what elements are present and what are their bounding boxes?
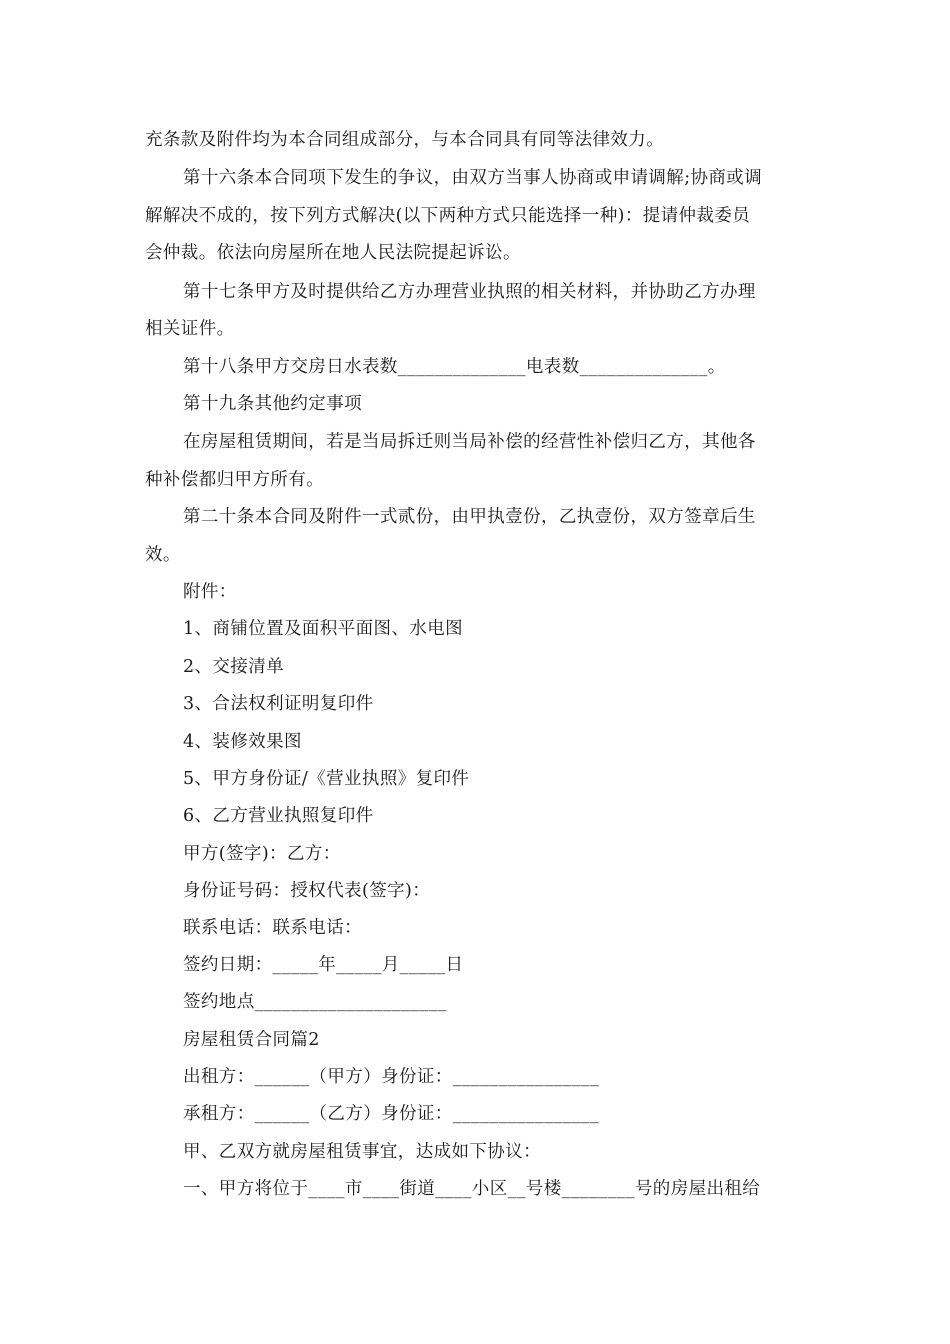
article-16-line-3: 会仲裁。依法向房屋所在地人民法院提起诉讼。 [145, 243, 521, 263]
attachments-heading: 附件： [183, 582, 237, 602]
article-19-line-1: 在房屋租赁期间，若是当局拆迁则当局补偿的经营性补偿归乙方，其他各 [183, 432, 756, 452]
sign-place-line: 签约地点_____________________ [183, 992, 447, 1012]
agreement-intro: 甲、乙双方就房屋租赁事宜，达成如下协议： [183, 1142, 541, 1162]
phone-line: 联系电话：联系电话： [183, 918, 362, 938]
section-title: 房屋租赁合同篇2 [183, 1030, 320, 1050]
article-16-line-2: 解解决不成的，按下列方式解决(以下两种方式只能选择一种)：提请仲裁委员 [145, 206, 751, 226]
article-17-line-2: 相关证件。 [145, 319, 235, 339]
article-17-line-1: 第十七条甲方及时提供给乙方办理营业执照的相关材料，并协助乙方办理 [183, 282, 756, 302]
signature-parties: 甲方(签字)：乙方： [183, 844, 341, 864]
attachment-item: 6、乙方营业执照复印件 [183, 806, 374, 826]
id-number-line: 身份证号码：授权代表(签字)： [183, 881, 431, 901]
article-19-line-2: 种补偿都归甲方所有。 [145, 470, 324, 490]
article-16-line-1: 第十六条本合同项下发生的争议，由双方当事人协商或申请调解;协商或调 [183, 168, 763, 188]
article-18: 第十八条甲方交房日水表数______________电表数______________。 [183, 357, 726, 377]
attachment-item: 4、装修效果图 [183, 732, 302, 752]
clause-1-line-1: 一、甲方将位于____市____街道____小区__号楼________号的房屋出租给 [183, 1179, 761, 1199]
attachment-item: 3、合法权利证明复印件 [183, 694, 374, 714]
article-20-line-2: 效。 [145, 545, 181, 565]
article-20-line-1: 第二十条本合同及附件一式贰份，由甲执壹份，乙执壹份，双方签章后生 [183, 507, 756, 527]
lessee-line: 承租方：______（乙方）身份证：________________ [183, 1104, 600, 1124]
attachment-item: 5、甲方身份证/《营业执照》复印件 [183, 769, 470, 789]
article-19-heading: 第十九条其他约定事项 [183, 394, 362, 414]
attachment-item: 1、商铺位置及面积平面图、水电图 [183, 619, 464, 639]
sign-date-line: 签约日期：_____年_____月_____日 [183, 955, 464, 975]
lessor-line: 出租方：______（甲方）身份证：________________ [183, 1067, 600, 1087]
text-line: 充条款及附件均为本合同组成部分，与本合同具有同等法律效力。 [145, 130, 665, 150]
attachment-item: 2、交接清单 [183, 657, 285, 677]
